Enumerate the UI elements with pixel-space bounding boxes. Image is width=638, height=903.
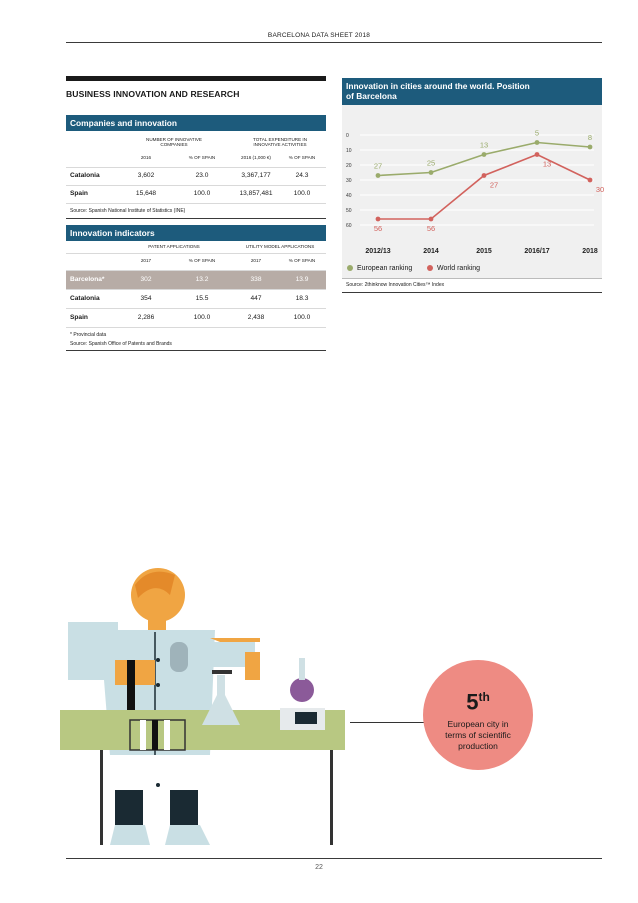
callout-text [423,719,533,752]
chart-source: Source: 2thinknow Innovation Cities™ Index [346,282,445,288]
data-label: 56 [373,224,383,233]
data-label: 13 [542,159,552,169]
data-point [588,178,593,183]
table-cell: 100.0 [193,314,211,321]
callout-connector [350,722,430,723]
data-point [429,217,434,222]
page-number: 22 [315,864,323,871]
scientist-icon [68,568,260,845]
legend-label: European ranking [357,265,413,272]
table-cell: 354 [140,295,152,302]
table-cell: 13.2 [195,276,209,283]
legend-label: World ranking [437,265,481,272]
table-row-highlight [66,271,326,290]
table-cell: 2,286 [137,314,155,321]
table-cell: 13,857,481 [239,190,273,197]
table-row [66,309,326,328]
table-cell: 15,648 [135,190,157,197]
legend-item-european [347,265,412,272]
table-cell: 338 [250,276,262,283]
data-label: 8 [587,133,593,142]
table-cell: 447 [250,295,262,302]
data-point [535,140,540,145]
companies-table [66,131,326,219]
col-header: 2016 [140,155,152,160]
data-label: 27 [489,180,499,190]
indicators-table [66,241,326,351]
y-tick-label: 50 [346,208,352,214]
data-point [588,145,593,150]
chart-title-line2: of Barcelona [346,91,397,101]
companies-group2-header: TOTAL EXPENDITURE IN INNOVATIVE ACTIVITIES [252,137,308,147]
callout-line: production [458,741,498,752]
col-header: % OF SPAIN [188,258,216,263]
lab-bench-icon [60,710,345,845]
x-tick-label: 2015 [476,248,492,255]
table-cell: 2,438 [247,314,265,321]
data-label: 56 [426,224,436,233]
data-point [482,152,487,157]
indicators-panel-title: Innovation indicators [66,225,326,241]
table-cell: 18.3 [295,295,309,302]
table-cell: 13.9 [295,276,309,283]
table-cell: 3,602 [137,172,155,179]
data-label: 5 [534,128,540,138]
col-header: % OF SPAIN [288,155,316,160]
document-header: BARCELONA DATA SHEET 2018 [267,32,371,39]
table-cell: 302 [140,276,152,283]
x-tick-label: 2018 [582,248,598,255]
legend-swatch [347,265,353,271]
callout-bubble [423,660,533,770]
section-bar [66,76,326,81]
indicators-group1-header: PATENT APPLICATIONS [148,244,200,249]
x-tick-label: 2014 [423,248,439,255]
scientist-illustration [60,560,360,850]
row-label: Catalonia [70,295,100,302]
legend-rule [342,278,602,279]
data-label: 13 [479,140,489,150]
col-header: 2016 (1,000 €) [241,155,271,160]
col-header: % OF SPAIN [288,258,316,263]
table-cell: 23.0 [195,172,209,179]
callout-rank [423,686,533,713]
data-point [376,217,381,222]
y-tick-label: 60 [346,223,352,229]
companies-source: Source: Spanish National Institute of Statistics (INE) [70,208,186,214]
indicators-group2-header: UTILITY MODEL APPLICATIONS [245,244,315,249]
table-cell: 100.0 [293,190,311,197]
callout-line: European city in [447,719,509,730]
data-label: 27 [373,161,383,171]
callout-line: terms of scientific [445,730,511,741]
chart-panel-title [342,78,602,105]
section-title: BUSINESS INNOVATION AND RESEARCH [66,89,240,99]
legend-item-world [427,265,480,272]
data-label: 30 [595,185,605,194]
col-header: 2017 [250,258,262,263]
y-tick-label: 10 [346,148,352,154]
x-tick-label: 2016/17 [524,248,550,255]
table-cell: 15.5 [195,295,209,302]
table-row [66,186,326,204]
companies-panel-title: Companies and innovation [66,115,326,131]
col-header: 2017 [140,258,152,263]
table-cell: 3,367,177 [241,172,271,179]
y-tick-label: 40 [346,193,352,199]
x-tick-label: 2012/13 [365,248,391,255]
table-cell: 100.0 [293,314,311,321]
indicators-note: * Provincial data [70,332,107,338]
companies-group1-header: NUMBER OF INNOVATIVE COMPANIES [146,137,202,147]
y-tick-label: 30 [346,178,352,184]
row-label: Spain [70,190,88,197]
indicators-source: Source: Spanish Office of Patents and Brands [70,341,172,347]
rank-suffix: th [478,690,490,704]
y-tick-label: 20 [346,163,352,169]
row-label: Spain [70,314,88,321]
footer-rule [66,858,602,859]
table-row [66,290,326,309]
chart-legend [342,262,602,278]
legend-swatch [427,265,433,271]
row-label: Barcelona* [70,276,105,283]
rank-number: 5 [466,689,479,715]
y-tick-label: 0 [346,133,349,139]
data-point [376,173,381,178]
row-label: Catalonia [70,172,100,179]
data-point [482,173,487,178]
data-point [429,170,434,175]
ranking-line-chart [342,105,605,278]
col-header: % OF SPAIN [188,155,216,160]
header-rule [66,42,602,43]
data-label: 25 [426,158,436,168]
table-cell: 100.0 [193,190,211,197]
series-line [378,155,590,220]
table-row [66,168,326,186]
data-point [535,152,540,157]
chart-bottom-rule [342,292,602,293]
chart-title-line1: Innovation in cities around the world. Position [346,81,530,91]
table-cell: 24.3 [295,172,309,179]
